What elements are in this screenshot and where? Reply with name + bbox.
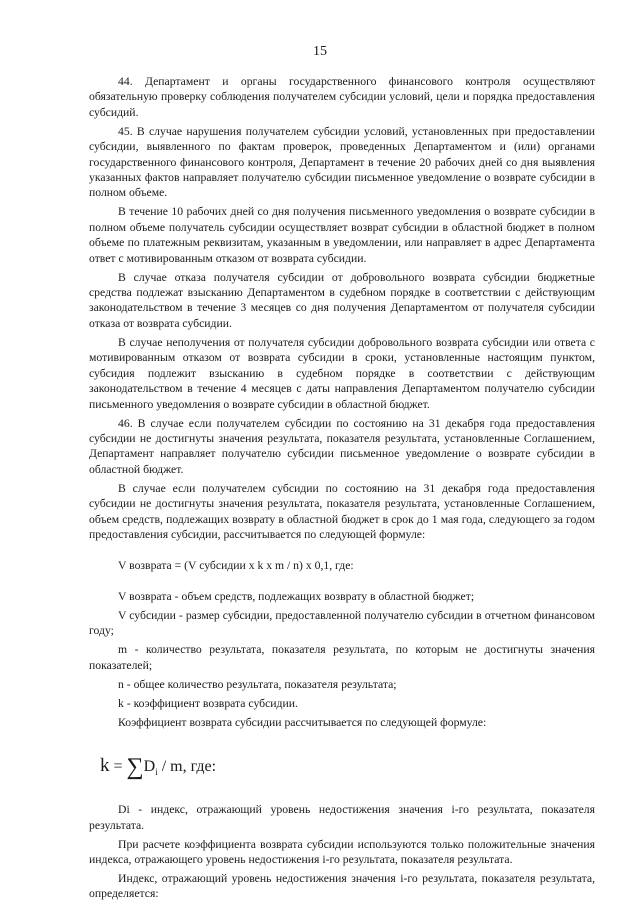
formula-rest: / m, где: xyxy=(157,758,217,776)
paragraph-45-refusal: В случае отказа получателя субсидии от добровольного возврата субсидии бюджетные средства подлежат взысканию Департаментом в судебном порядке в соответствии с действующим законодательством в течение 3 месяцев со дня получения Департаментом от получателя субсидии отказа от возврата субсидии. xyxy=(89,270,595,330)
index-determination: Индекс, отражающий уровень недостижения значения i-го результата, показателя результата, определяется: xyxy=(89,871,595,901)
formula-d-subscript: i xyxy=(155,767,158,778)
page-number: 15 xyxy=(313,44,327,59)
paragraph-44: 44. Департамент и органы государственного финансового контроля осуществляют обязательную проверку соблюдения получателем субсидии условий, цели и порядка предоставления субсидий. xyxy=(89,75,595,119)
definition-v-return: V возврата - объем средств, подлежащих возврату в областной бюджет; xyxy=(118,589,475,603)
paragraph-45: 45. В случае нарушения получателем субсидии условий, установленных при предоставлении субсидии, выявленного по фактам проверок, проведенных Департаментом и (или) органами государственного финансового контроля, Департамент в течение 20 рабочих дней со дня выявления указанных фактов направляет получателю субсидии письменное уведомление о возврате субсидии в полном объеме. xyxy=(89,124,595,200)
formula-coefficient xyxy=(89,752,595,780)
definition-di: Di - индекс, отражающий уровень недостижения значения i-го результата, показателя результата. xyxy=(89,803,595,832)
definition-v-subsidy: V субсидии - размер субсидии, предоставленной получателю субсидии в отчетном финансовом году; xyxy=(89,608,595,638)
paragraph-46: 46. В случае если получателем субсидии по состоянию на 31 декабря года предоставления субсидии не достигнуты значения результата, показателя результата, установленные Соглашением, Департамент направляет получателю субсидии письменное уведомление о возврате субсидии в областной бюджет. xyxy=(89,416,595,476)
definition-k: k - коэффициент возврата субсидии. xyxy=(118,696,298,710)
positive-index-note: При расчете коэффициента возврата субсидии используются только положительные значения индекса, отражающего уровень недостижения i-го результата, показателя результата. xyxy=(89,837,595,866)
document-body xyxy=(89,74,595,905)
paragraph-46-formula-intro: В случае если получателем субсидии по состоянию на 31 декабря года предоставления субсидии не достигнуты значения результата, показателя результата, установленные Соглашением, объем средств, подлежащих возврату в областной бюджет в срок до 1 мая года, следующего за годом предоставления субсидии, рассчитывается по следующей формуле: xyxy=(89,481,595,541)
formula-return-volume: V возврата = (V субсидии x k x m / n) x 0,1, где: xyxy=(118,558,354,572)
formula-d: D xyxy=(143,758,156,776)
sigma-symbol: ∑ xyxy=(126,754,144,781)
paragraph-45-return-term: В течение 10 рабочих дней со дня получения письменного уведомления о возврате субсидии в полном объеме получатель субсидии осуществляет возврат субсидии в областной бюджет в полном объеме по платежным реквизитам, указанным в уведомлении, или направляет в адрес Департамента ответ с мотивированным отказом от возврата субсидии. xyxy=(89,205,595,265)
formula-equals: = xyxy=(109,758,127,776)
paragraph-45-no-response: В случае неполучения от получателя субсидии добровольного возврата субсидии или ответа с мотивированным отказом от возврата субсидии в сроки, установленные настоящим пунктом, субсидия подлежит взысканию в судебном порядке в соответствии с действующим законодательством в течение 4 месяцев с даты направления Департаментом получателю субсидии письменного уведомления о возврате субсидии в областной бюджет. xyxy=(89,335,595,411)
coefficient-formula-intro: Коэффициент возврата субсидии рассчитывается по следующей формуле: xyxy=(118,715,487,729)
definition-m: m - количество результата, показателя результата, по которым не достигнуты значения показателей; xyxy=(89,643,595,672)
formula-k: k xyxy=(100,755,110,777)
definition-n: n - общее количество результата, показателя результата; xyxy=(118,677,397,691)
